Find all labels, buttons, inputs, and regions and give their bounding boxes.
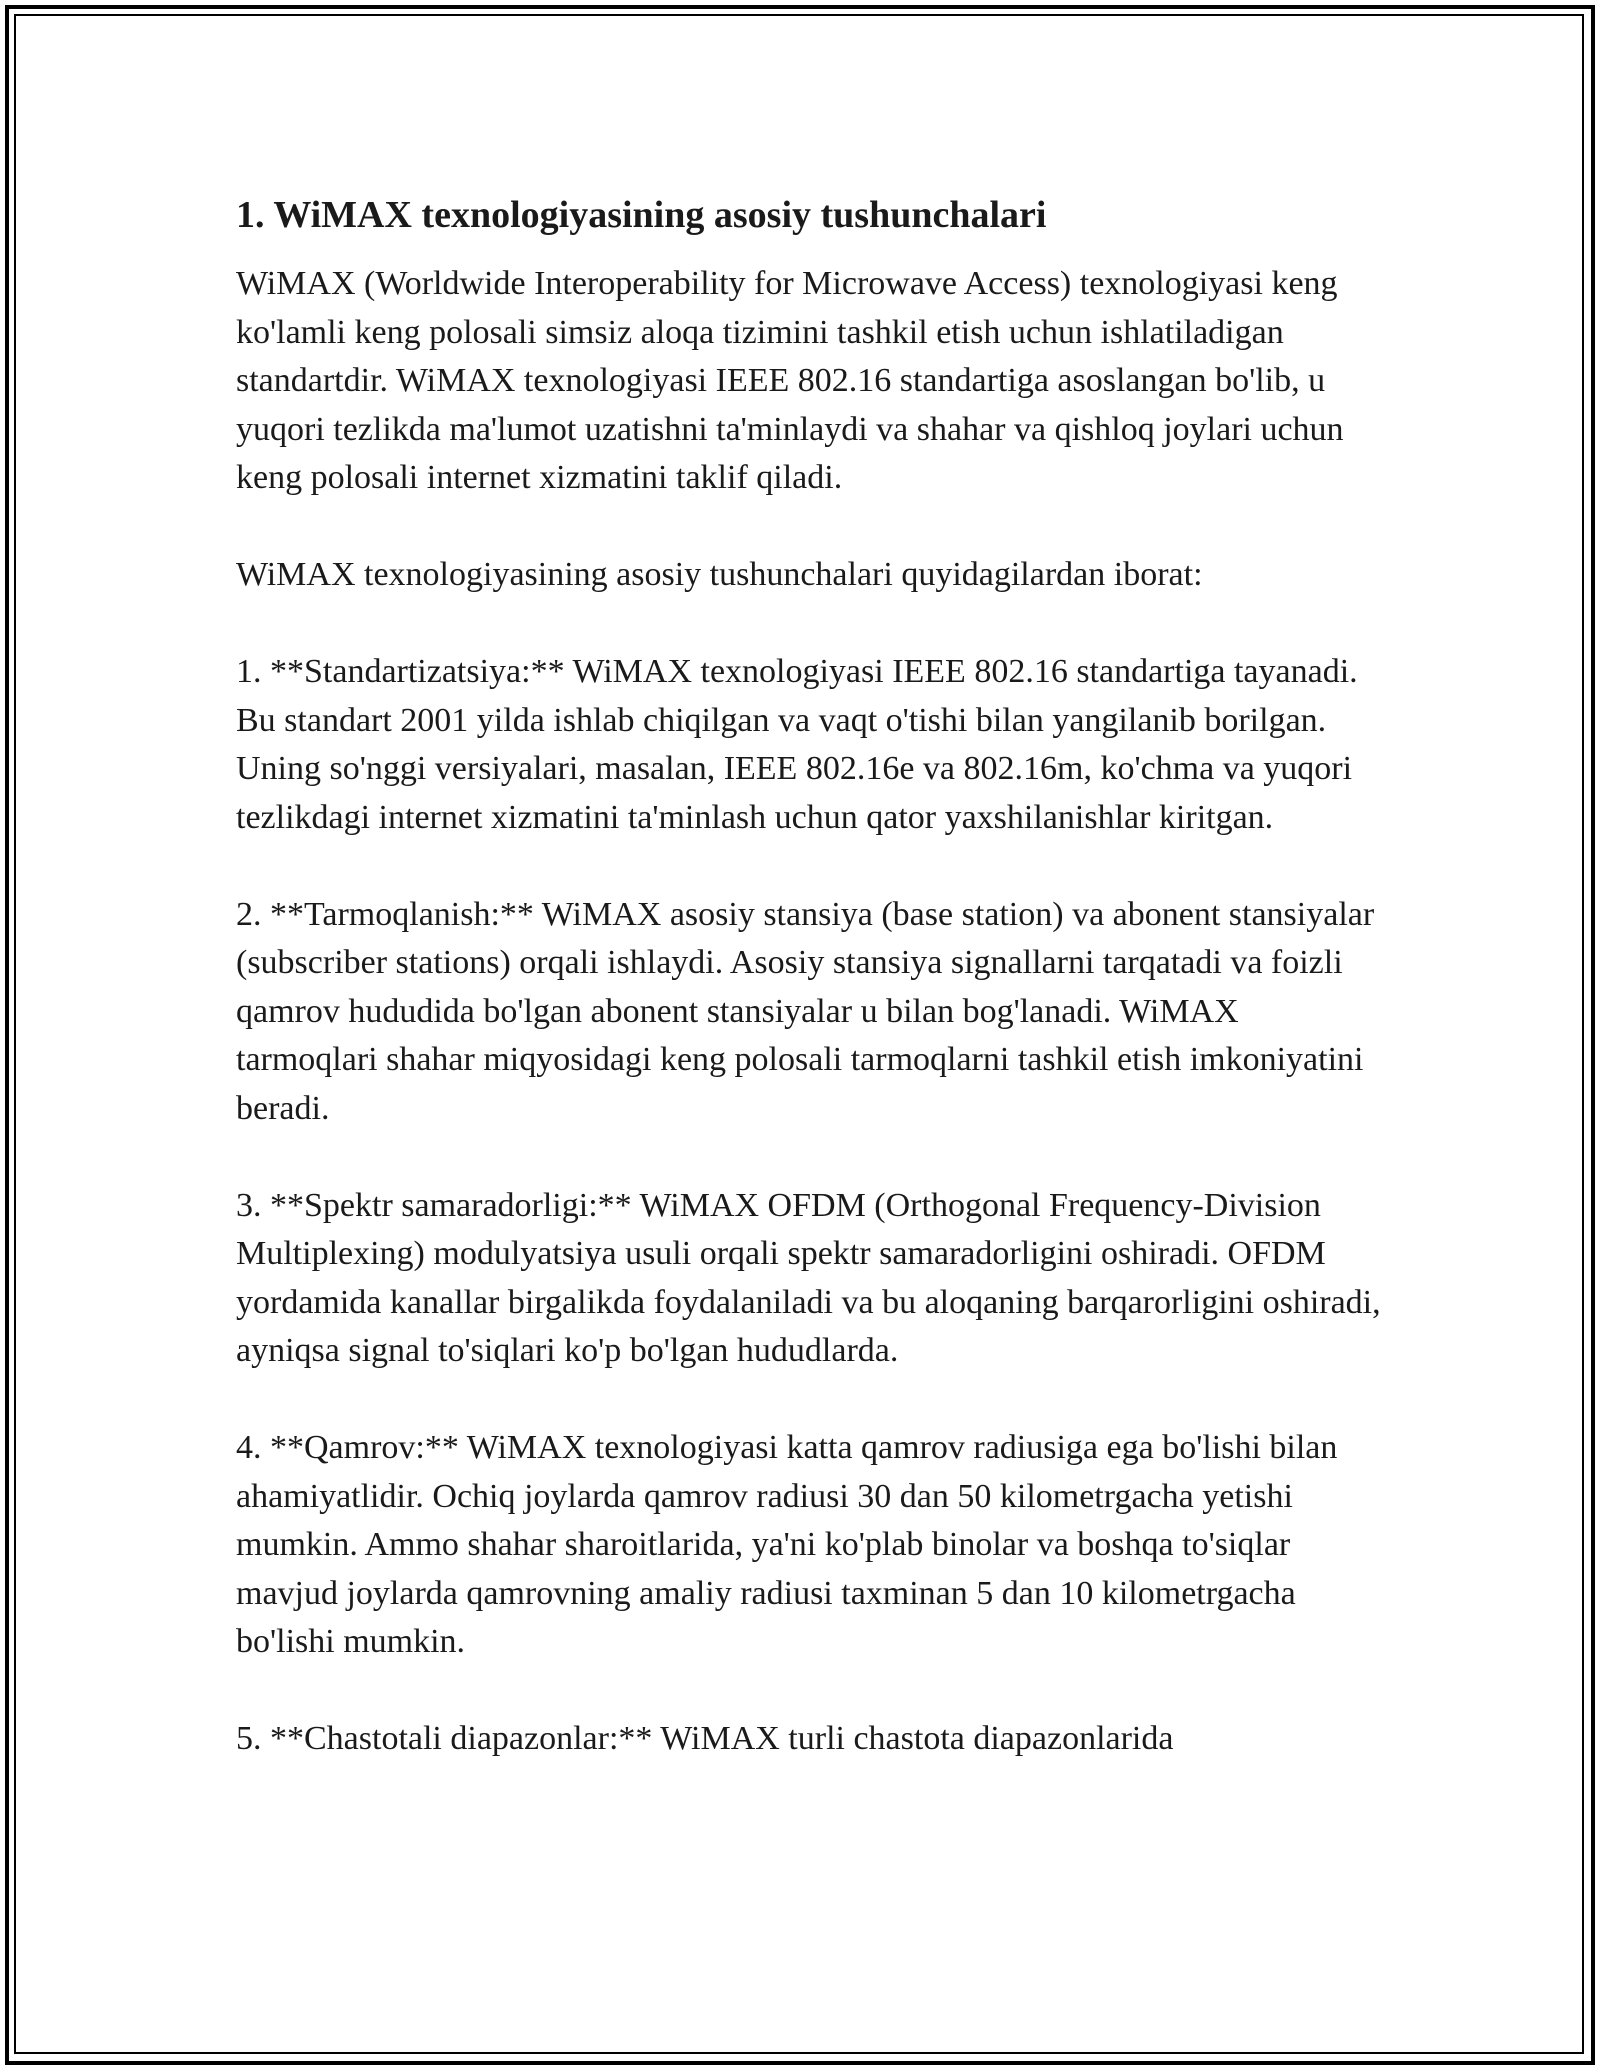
document-title: 1. WiMAX texnologiyasining asosiy tushunchalari — [236, 194, 1047, 236]
paragraph-intro: WiMAX (Worldwide Interoperability for Microwave Access) texnologiyasi keng ko'lamli keng polosali simsiz aloqa tizimini tashkil etish uchun ishlatiladigan standartdir. WiMAX texnologiyasi IEEE 802.16 standartiga asoslangan bo'lib, u yuqori tezlikda ma'lumot uzatishni ta'minlaydi va shahar va qishloq joylari uchun keng polosali internet xizmatini taklif qiladi. — [236, 265, 1344, 496]
list-item-networking: 2. **Tarmoqlanish:** WiMAX asosiy stansiya (base station) va abonent stansiyalar (subscriber stations) orqali ishlaydi. Asosiy stansiya signallarni tarqatadi va foizli qamrov hududida bo'lgan abonent stansiyalar u bilan bog'lanadi. WiMAX tarmoqlari shahar miqyosidagi keng polosali tarmoqlarni tashkil etish imkoniyatini beradi. — [236, 895, 1375, 1127]
paragraph-spacer — [236, 1133, 1386, 1182]
document-body — [236, 192, 1386, 1764]
paragraph-spacer — [236, 600, 1386, 649]
paragraph-spacer — [236, 503, 1386, 552]
list-item-frequency-bands: 5. **Chastotali diapazonlar:** WiMAX turli chastota diapazonlarida — [236, 1720, 1174, 1757]
intro-block — [236, 260, 1386, 1764]
list-item-spectrum-efficiency: 3. **Spektr samaradorligi:** WiMAX OFDM (Orthogonal Frequency-Division Multiplexing) modulyatsiya usuli orqali spektr samaradorligini oshiradi. OFDM yordamida kanallar birgalikda foydalaniladi va bu aloqaning barqarorligini oshiradi, ayniqsa signal to'siqlari ko'p bo'lgan hududlarda. — [236, 1186, 1381, 1369]
paragraph-spacer — [236, 842, 1386, 891]
paragraph-lead-in: WiMAX texnologiyasining asosiy tushunchalari quyidagilardan iborat: — [236, 556, 1203, 593]
list-item-coverage: 4. **Qamrov:** WiMAX texnologiyasi katta qamrov radiusiga ega bo'lishi bilan ahamiyatlidir. Ochiq joylarda qamrov radiusi 30 dan 50 kilometrgacha yetishi mumkin. Ammo shahar sharoitlarida, ya'ni ko'plab binolar va boshqa to'siqlar mavjud joylarda qamrovning amaliy radiusi taxminan 5 dan 10 kilometrgacha bo'lishi mumkin. — [236, 1429, 1338, 1660]
paragraph-spacer — [236, 1667, 1386, 1716]
list-item-standardization: 1. **Standartizatsiya:** WiMAX texnologiyasi IEEE 802.16 standartiga tayanadi. Bu standart 2001 yilda ishlab chiqilgan va vaqt o'tishi bilan yangilanib borilgan. Uning so'nggi versiyalari, masalan, IEEE 802.16e va 802.16m, ko'chma va yuqori tezlikdagi internet xizmatini ta'minlash uchun qator yaxshilanishlar kiritgan. — [236, 653, 1358, 836]
paragraph-spacer — [236, 1376, 1386, 1425]
